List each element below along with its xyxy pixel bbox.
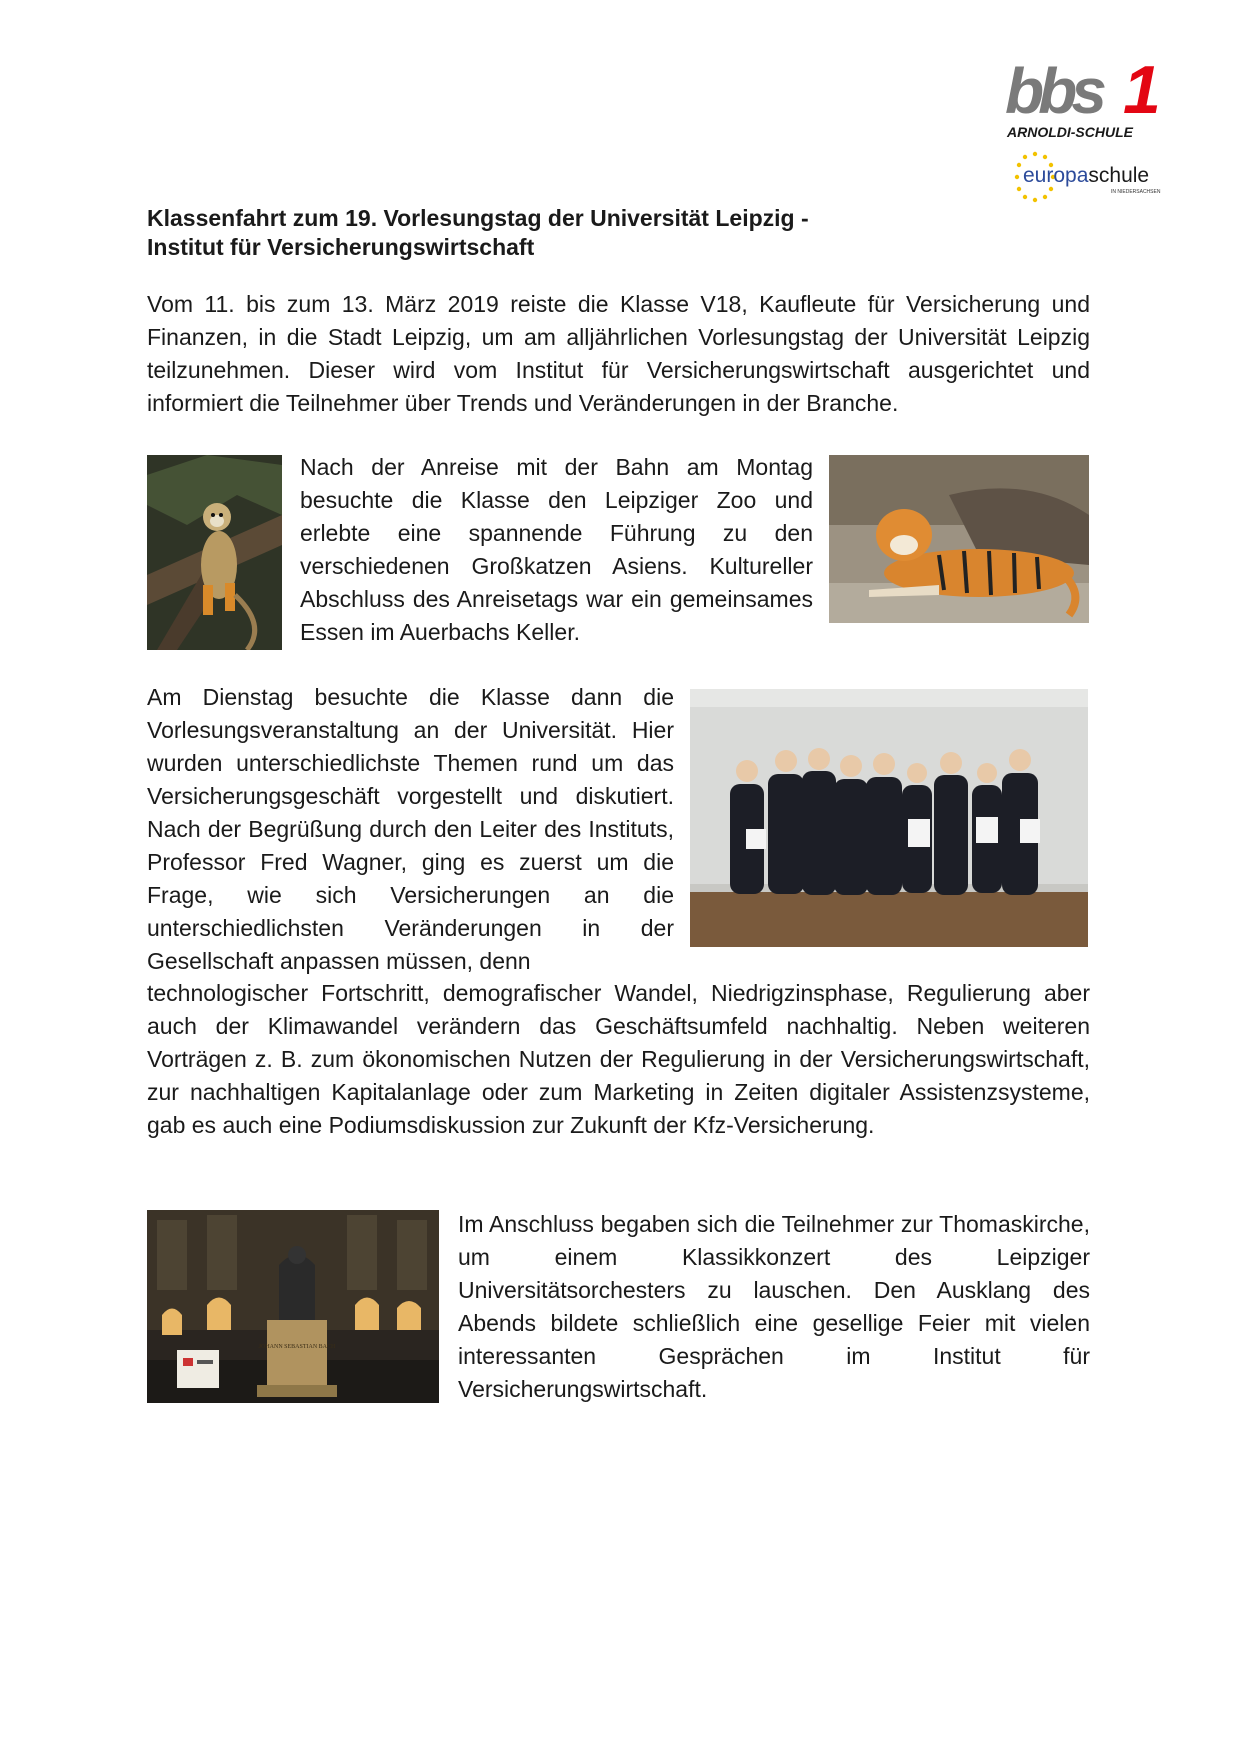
svg-text:bbs: bbs [1005, 55, 1101, 127]
paragraph-lecture-part1: Am Dienstag besuchte die Klasse dann die Vorlesungsveranstaltung an der Universität. Hier wurden unterschiedlichste Themen rund um das Versicherungsgeschäft vorgestellt und diskutiert. Nach der Begrüßung durch den Leiter des Instituts, Professor Fred Wagner, ging es zuerst um die Frage, wie sich Versicherungen an die unterschiedlichsten Veränderungen in der Gesellschaft anpassen müssen, denn [147, 684, 674, 974]
monkey-photo [147, 455, 282, 650]
paragraph-lecture-part2: technologischer Fortschritt, demografischer Wandel, Niedrigzinsphase, Regulierung aber auch der Klimawandel verändern das Geschäftsumfeld nachhaltig. Neben weiteren Vorträgen z. B. zum ökonomischen Nutzen der Regulierung in der Versicherungswirtschaft, zur nachhaltigen Kapitalanlage oder zum Marketing in Zeiten digitaler Assistenzsysteme, gab es auch eine Podiumsdiskussion zur Zukunft der Kfz-Versicherung. [147, 980, 1090, 1138]
europaschule-logo [1013, 148, 1165, 206]
headline-line1: Klassenfahrt zum 19. Vorlesungstag der Universität Leipzig - [147, 205, 809, 231]
tiger-photo [829, 455, 1089, 623]
headline-line2: Institut für Versicherungswirtschaft [147, 234, 535, 260]
europa-small: IN NIEDERSACHSEN [1111, 189, 1161, 195]
svg-text:europaschule [1023, 164, 1149, 187]
bbs1-subtitle: ARNOLDI-SCHULE [1007, 124, 1133, 140]
thomaskirche-photo [147, 1210, 439, 1403]
europa-prefix: europa [1023, 164, 1089, 187]
paragraph-intro: Vom 11. bis zum 13. März 2019 reiste die Klasse V18, Kaufleute für Versicherung und Finanzen, in die Stadt Leipzig, um am alljährlichen Vorlesungstag der Universität Leipzig teilzunehmen. Dieser wird vom Institut für Versicherungswirtschaft ausgerichtet und informiert die Teilnehmer über Trends und Veränderungen in der Branche. [147, 291, 1090, 416]
paragraph-concert: Im Anschluss begaben sich die Teilnehmer zur Thomaskirche, um einem Klassikkonzert des Leipziger Universitätsorchesters zu lauschen. Den Ausklang des Abends bildete schließlich eine gesellige Feier mit vielen interessanten Gesprächen im Institut für Versicherungswirtschaft. [458, 1211, 1090, 1402]
headline [147, 204, 1067, 262]
svg-text:1: 1 [1123, 55, 1161, 128]
bbs1-logo [1005, 55, 1165, 145]
europa-suffix: schule [1088, 164, 1150, 187]
paragraph-zoo: Nach der Anreise mit der Bahn am Montag besuchte die Klasse den Leipziger Zoo und erlebte eine spannende Führung zu den verschiedenen Großkatzen Asiens. Kultureller Abschluss des Anreisetags war ein gemeinsames Essen im Auerbachs Keller. [300, 454, 813, 645]
group-photo [690, 689, 1088, 947]
statue-plaque: JOHANN SEBASTIAN BACH [258, 1344, 336, 1350]
